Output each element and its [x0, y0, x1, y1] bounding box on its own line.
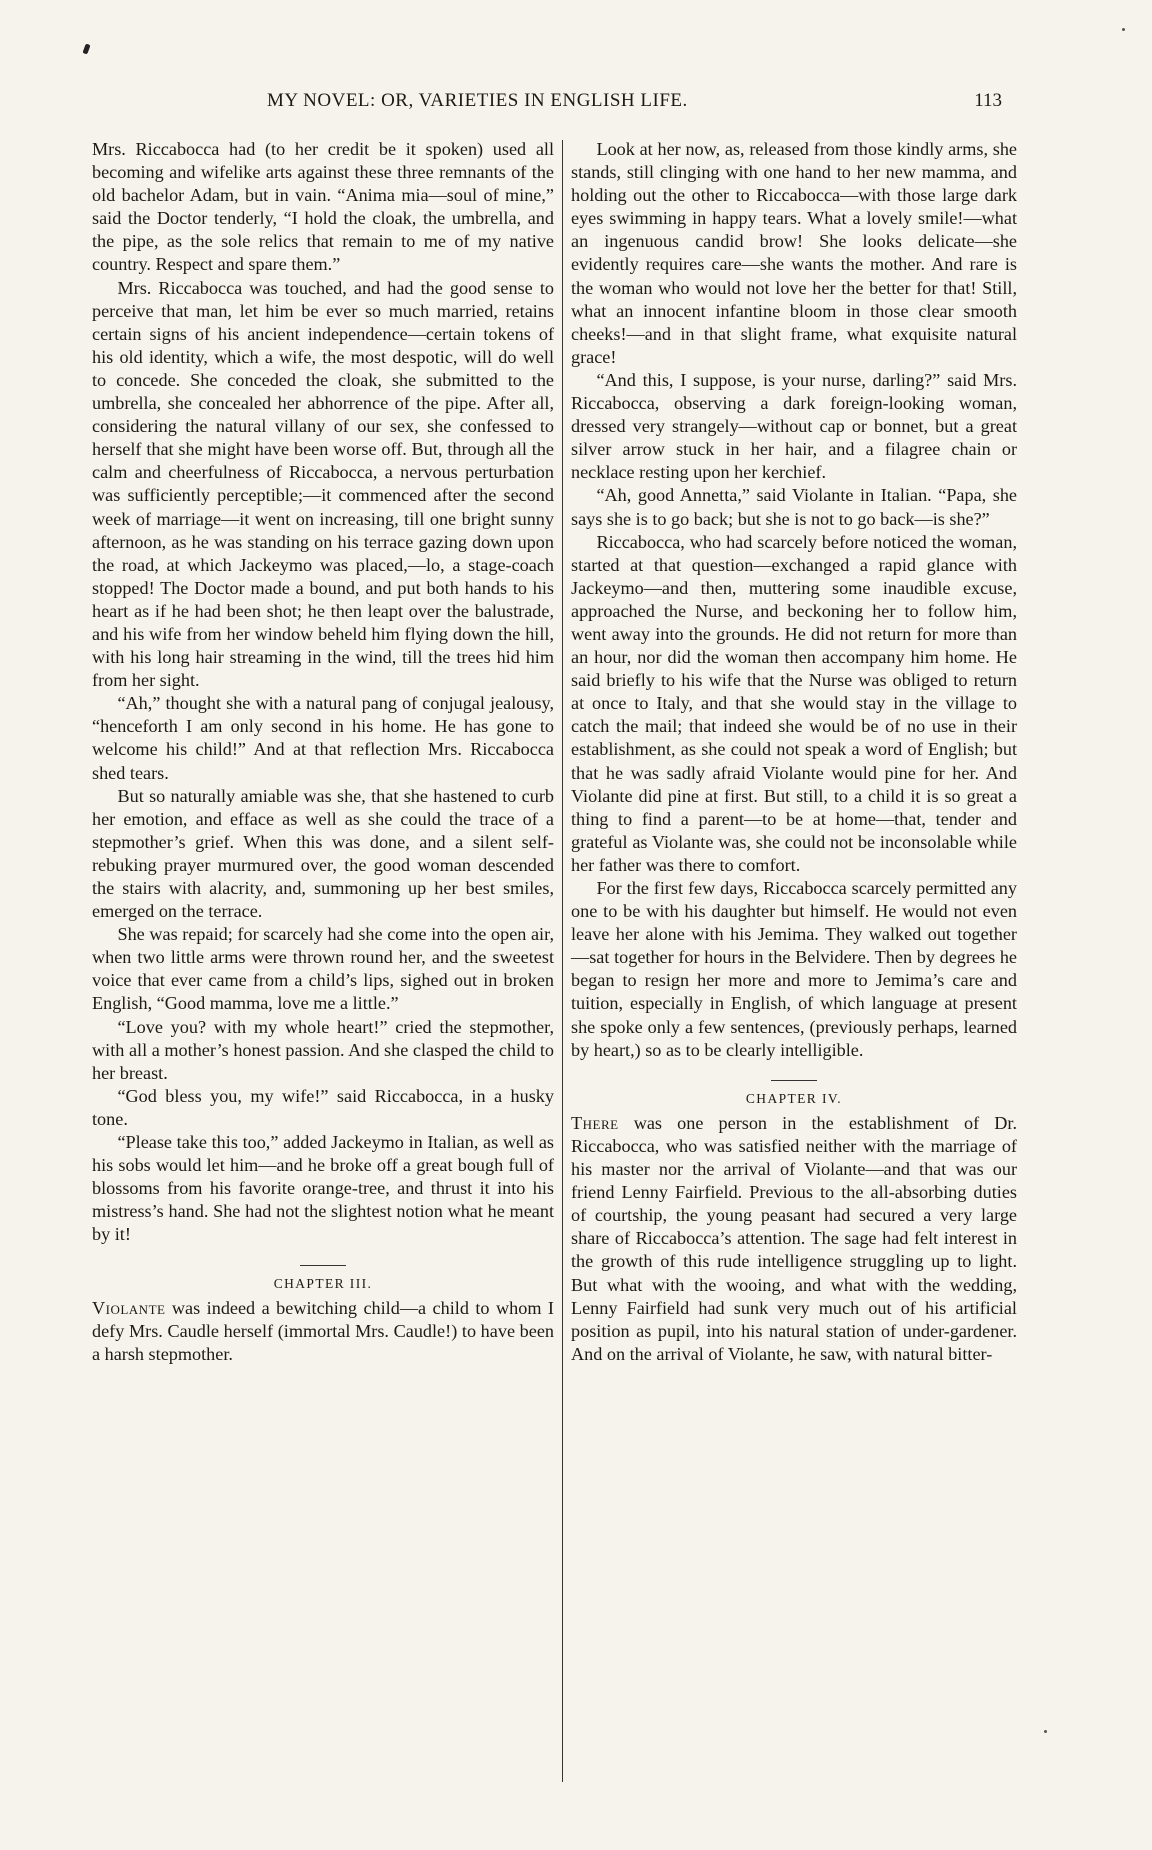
chapter-opening-text: was one person in the establishment of Dr. Riccabocca, who was satisfied neither with the marriage of his master nor the arrival of Violante—and that was our friend Lenny Fairfield. Previous to the all-absorbing duties of courtship, the young peasant had secured a very large share of Riccabocca’s attention. The sage had felt interest in the growth of this rude intelligence struggling up to light. But what with the wooing, and what with the wedding, Lenny Fairfield had sunk very much out of his artificial position as pupil, into his natural station of under-gardener. And on the arrival of Violante, he saw, with natural bitter- [571, 1112, 1017, 1364]
paragraph: For the first few days, Riccabocca scarcely permitted any one to be with his daughter but himself. He would not even leave her alone with his Jemima. They walked out together—sat together for hours in the Belvidere. Then by degrees he began to resign her more and more to Jemima’s care and tuition, especially in English, of which language at present she spoke only a few sentences, (previously perhaps, learned by heart,) so as to be clearly intelligible. [571, 878, 1017, 1060]
paragraph: Look at her now, as, released from those kindly arms, she stands, still clinging with one hand to her new mamma, and holding out the other to Riccabocca—with those large dark eyes swimming in happy tears. What a lovely smile!—what an ingenuous candid brow! She looks delicate—she evidently requires care—she wants the mother. And rare is the woman who would not love her the better for that! Still, what an innocent infantine bloom in those clear smooth cheeks!—and in that slight frame, what exquisite natural grace! [571, 139, 1017, 367]
chapter-heading: CHAPTER IV. [745, 1090, 843, 1106]
paragraph: Mrs. Riccabocca was touched, and had the good sense to perceive that man, let him be ever so much married, retains certain signs of his ancient independence—certain tokens of his old identity, which a wife, the most despotic, will do well to concede. She conceded the cloak, she submitted to the umbrella, she concealed her abhorrence of the pipe. After all, considering the natural villany of our sex, she confessed to herself that she might have been worse off. But, through all the calm and cheerfulness of Riccabocca, a nervous perturbation was sufficiently perceptible;—it commenced after the second week of marriage—it went on increasing, till one bright sunny afternoon, as he was standing on his terrace gazing down upon the road, at which Jackeymo was placed,—lo, a stage-coach stopped! The Doctor made a bound, and put both hands to his heart as if he had been shot; he then leapt over the balustrade, and his wife from her window beheld him flying down the hill, with his long hair streaming in the wind, till the trees hid him from her sight. [92, 277, 554, 691]
paragraph: Mrs. Riccabocca had (to her credit be it spoken) used all becoming and wifelike arts against these three remnants of the old bachelor Adam, but in vain. “Anima mia—soul of mine,” said the Doctor tenderly, “I hold the cloak, the umbrella, and the pipe, as the sole relics that remain to me of my native country. Respect and spare them.” [92, 139, 554, 275]
ink-mark [82, 43, 90, 54]
paragraph: “Love you? with my whole heart!” cried the stepmother, with all a mother’s honest passion. And she clasped the child to her breast. [92, 1016, 554, 1083]
page-header [92, 90, 1002, 118]
paragraph: She was repaid; for scarcely had she come into the open air, when two little arms were thrown round her, and the sweetest voice that ever came from a child’s lips, sighed out in broken English, “Good mamma, love me a little.” [92, 924, 554, 1014]
chapter-rule [300, 1265, 346, 1266]
column-divider [562, 140, 563, 1782]
paragraph: “Ah,” thought she with a natural pang of conjugal jealousy, “henceforth I am only second in his home. He has gone to welcome his child!” And at that reflection Mrs. Riccabocca shed tears. [92, 693, 554, 783]
paragraph: But so naturally amiable was she, that she hastened to curb her emotion, and efface as well as she could the trace of a stepmother’s grief. When this was done, and a silent self-rebuking prayer murmured over, the good woman descended the stairs with alacrity, and, summoning up her best smiles, emerged on the terrace. [92, 785, 554, 922]
chapter-heading: CHAPTER III. [273, 1275, 373, 1291]
chapter-opening-paragraph [92, 1297, 554, 1366]
ink-speck [1122, 28, 1125, 31]
paragraph: “Please take this too,” added Jackeymo in Italian, as well as his sobs would let him—and he broke off a great bough full of blossoms from his favorite orange-tree, and thrust it into his mistress’s hand. She had not the slightest notion what he meant by it! [92, 1132, 554, 1245]
paragraph: “God bless you, my wife!” said Riccabocca, in a husky tone. [92, 1085, 554, 1129]
chapter-lead-word: Violante [92, 1297, 166, 1318]
ink-speck [1044, 1730, 1047, 1733]
page-number: 113 [974, 90, 1002, 111]
right-column [571, 138, 1017, 1366]
paragraph: “And this, I suppose, is your nurse, darling?” said Mrs. Riccabocca, observing a dark foreign-looking woman, dressed very strangely—without cap or bonnet, but a great silver arrow stuck in her hair, and a filagree chain or necklace resting upon her kerchief. [571, 369, 1017, 483]
paragraph: Riccabocca, who had scarcely before noticed the woman, started at that question—exchanged a rapid glance with Jackeymo—and then, muttering some inaudible excuse, approached the Nurse, and beckoning her to follow him, went away into the grounds. He did not return for more than an hour, nor did the woman then accompany him home. He said briefly to his wife that the Nurse was obliged to return at once to Italy, and that she would stay in the village to catch the mail; that indeed she would be of no use in their establishment, as she could not speak a word of English; but that he was sadly afraid Violante would pine for her. And Violante did pine at first. But still, to a child it is so great a thing to find a parent—to be at home—that, tender and grateful as Violante was, she could not be inconsolable while her father was there to comfort. [571, 531, 1017, 875]
left-column [92, 138, 554, 1366]
chapter-opening-paragraph [571, 1112, 1017, 1366]
paragraph: “Ah, good Annetta,” said Violante in Italian. “Papa, she says she is to go back; but she is not to go back—is she?” [571, 485, 1017, 529]
running-title: MY NOVEL: OR, VARIETIES IN ENGLISH LIFE. [267, 90, 688, 111]
chapter-rule [771, 1080, 817, 1081]
chapter-lead-word: There [571, 1112, 619, 1133]
chapter-opening-text: was indeed a bewitching child—a child to whom I defy Mrs. Caudle herself (immortal Mrs. Caudle!) to have been a harsh stepmother. [92, 1297, 554, 1364]
